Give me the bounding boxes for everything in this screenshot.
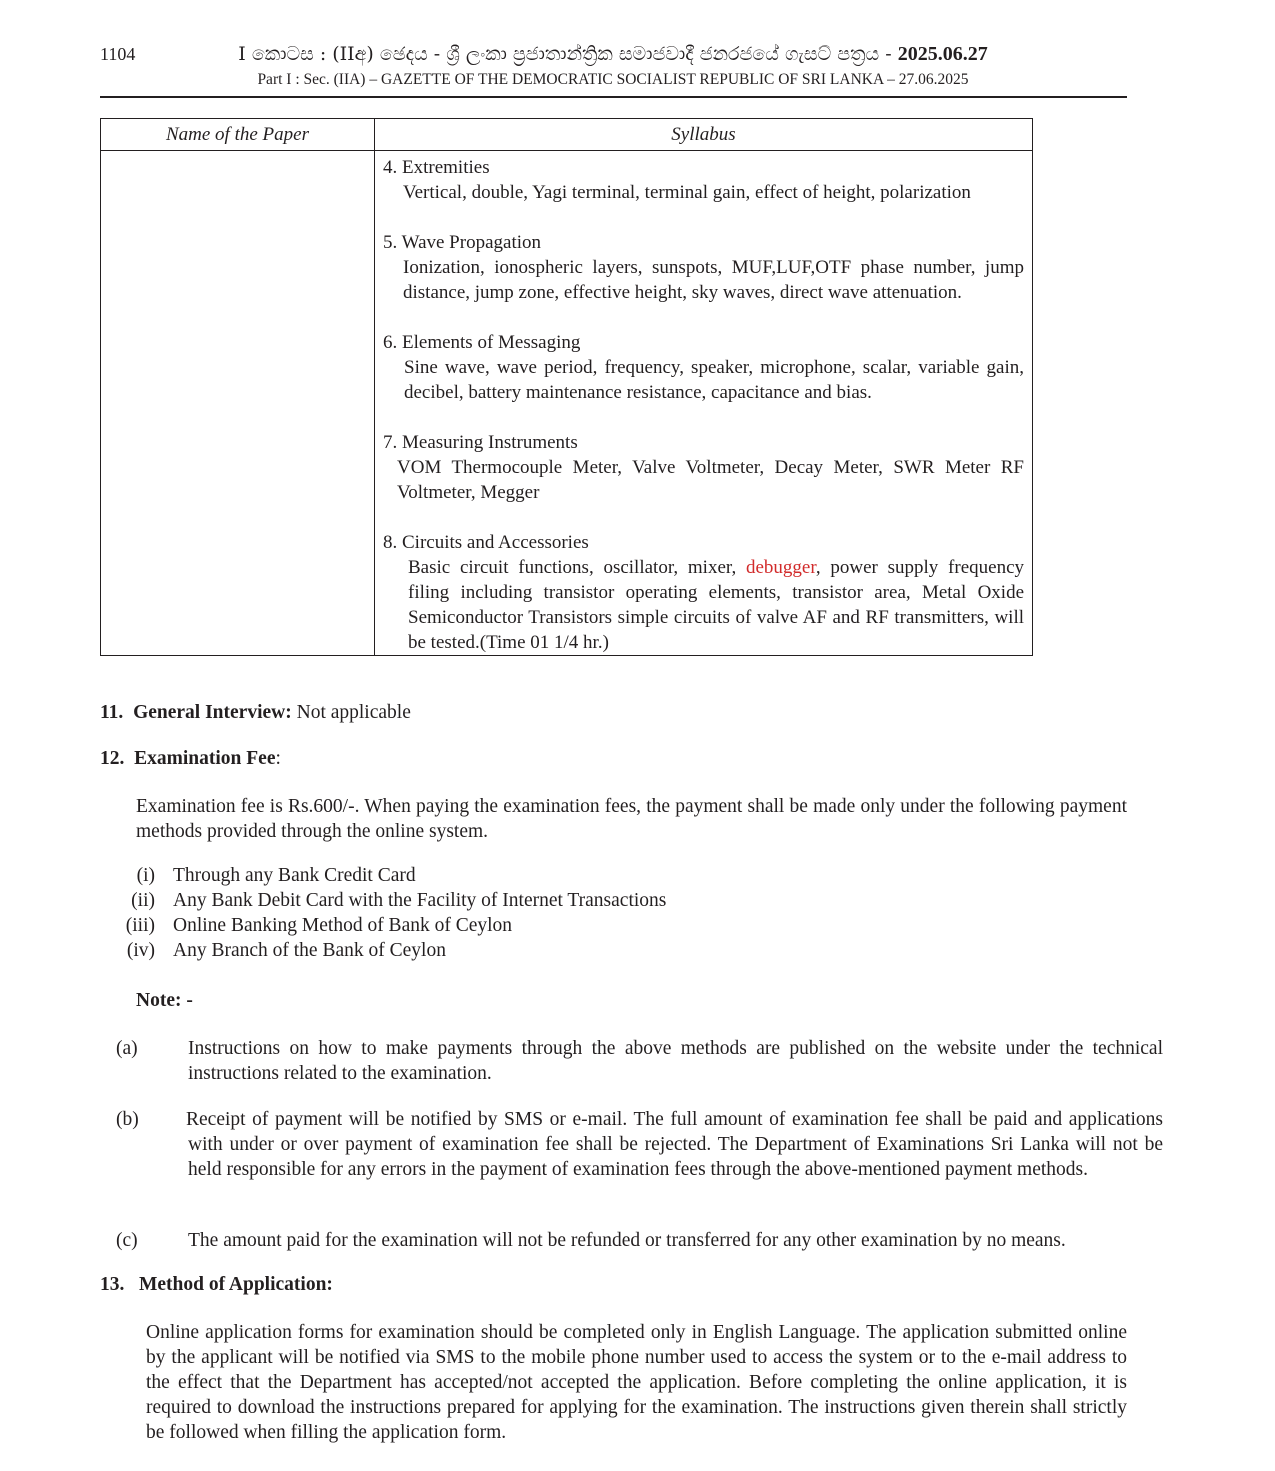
topic-title: 7. Measuring Instruments <box>383 432 578 453</box>
application-method-text: Online application forms for examination should be completed only in English Language. The application submitted online by the applicant will be notified via SMS to the mobile phone number used to access the system or to the e-mail address to the effect that the Department has accepted/not accepted the application. Before completing the online application, it is required to download the instructions prepared for applying for the examination. The instructions given therein shall strictly be followed when filling the application form. <box>146 1322 1127 1443</box>
gazette-title-sinhala-text: I කොටස : (IIඅ) ඡෙදය - ශ්‍රී ලංකා ප්‍රජාතාන්ත්‍රික සමාජවාදී ජනරජයේ ගැසට් පත්‍රය - <box>238 43 898 65</box>
topic-title: 6. Elements of Messaging <box>383 332 581 353</box>
list-text: Any Bank Debit Card with the Facility of Internet Transactions <box>173 890 667 911</box>
list-item <box>119 940 446 962</box>
column-header-paper-name: Name of the Paper <box>101 119 375 151</box>
list-item <box>119 915 512 937</box>
topic-body: Vertical, double, Yagi terminal, terminal gain, effect of height, polarization <box>403 182 971 203</box>
column-header-syllabus: Syllabus <box>375 119 1033 151</box>
highlighted-term: debugger <box>745 557 816 578</box>
note-item <box>116 1107 1163 1182</box>
table-header-row <box>101 119 1033 151</box>
section-13 <box>100 1274 333 1296</box>
gazette-title-sinhala <box>180 43 1046 66</box>
note-item <box>116 1036 1163 1086</box>
note-heading <box>136 990 193 1012</box>
list-item <box>119 865 416 887</box>
note-item-label: (b) <box>116 1109 139 1130</box>
section-heading: Examination Fee <box>134 748 276 769</box>
section-number: 13. <box>100 1274 125 1295</box>
note-item-text: The amount paid for the examination will not be refunded or transferred for any other examination by no means. <box>188 1230 1066 1251</box>
syllabus-topic <box>383 155 1024 205</box>
table-row <box>101 151 1033 656</box>
section-colon: : <box>275 748 281 769</box>
header-divider <box>100 96 1127 98</box>
syllabus-topic <box>383 330 1024 405</box>
syllabus-topic <box>383 530 1024 655</box>
list-number: (iv) <box>126 940 155 961</box>
syllabus-table <box>100 118 1033 656</box>
section-11 <box>100 702 411 724</box>
note-item-text: Receipt of payment will be notified by SMS or e-mail. The full amount of examination fee shall be paid and applications with under or over payment of examination fee shall be rejected. The Department of Examinations Sri Lanka will not be held responsible for any errors in the payment of examination fees through the above-mentioned payment methods. <box>186 1109 1163 1180</box>
topic-title: 4. Extremities <box>383 157 490 178</box>
note-item-label: (a) <box>116 1038 138 1059</box>
list-item <box>119 890 666 912</box>
fee-intro: Examination fee is Rs.600/-. When paying the examination fees, the payment shall be made only under the following payment methods provided through the online system. <box>136 796 1127 842</box>
topic-body: Ionization, ionospheric layers, sunspots, MUF,LUF,OTF phase number, jump distance, jump zone, effective height, sky waves, direct wave attenuation. <box>403 257 1024 303</box>
topic-title: 8. Circuits and Accessories <box>383 532 589 553</box>
topic-body <box>383 555 1024 655</box>
gazette-date-sinhala: 2025.06.27 <box>897 43 988 65</box>
list-number: (i) <box>136 865 155 886</box>
list-text: Online Banking Method of Bank of Ceylon <box>173 915 513 936</box>
topic-title: 5. Wave Propagation <box>383 232 542 253</box>
topic-body-text: , power supply frequency filing including transistor operating elements, transistor area, Metal Oxide Semiconductor Transistors simple circuits of valve AF and RF transmitters, will be tested.(Time 01 1/4 hr.) <box>408 557 1024 653</box>
page-number: 1104 <box>100 44 136 64</box>
list-text: Any Branch of the Bank of Ceylon <box>173 940 446 961</box>
topic-body: VOM Thermocouple Meter, Valve Voltmeter, Decay Meter, SWR Meter RF Voltmeter, Megger <box>397 457 1024 503</box>
topic-body-text: Basic circuit functions, oscillator, mixer, <box>408 557 746 578</box>
note-item <box>116 1228 1163 1253</box>
section-number: 12. <box>100 748 125 769</box>
gazette-title-english: Part I : Sec. (IIA) – GAZETTE OF THE DEMOCRATIC SOCIALIST REPUBLIC OF SRI LANKA – 27.06.2025 <box>257 71 969 88</box>
note-label: Note: - <box>136 990 193 1011</box>
paper-name-cell <box>101 151 375 656</box>
syllabus-topic <box>383 230 1024 305</box>
section-heading: General Interview: <box>133 702 292 723</box>
note-item-text: Instructions on how to make payments through the above methods are published on the website under the technical instructions related to the examination. <box>188 1038 1163 1084</box>
list-number: (ii) <box>131 890 155 911</box>
section-number: 11. <box>100 702 124 723</box>
syllabus-topic <box>383 430 1024 505</box>
note-item-label: (c) <box>116 1230 138 1251</box>
syllabus-cell <box>375 151 1033 656</box>
list-number: (iii) <box>125 915 155 936</box>
topic-body: Sine wave, wave period, frequency, speaker, microphone, scalar, variable gain, decibel, battery maintenance resistance, capacitance and bias. <box>404 357 1024 403</box>
section-12 <box>100 748 281 770</box>
list-text: Through any Bank Credit Card <box>173 865 416 886</box>
section-heading: Method of Application: <box>139 1274 333 1295</box>
section-value: Not applicable <box>291 702 411 723</box>
